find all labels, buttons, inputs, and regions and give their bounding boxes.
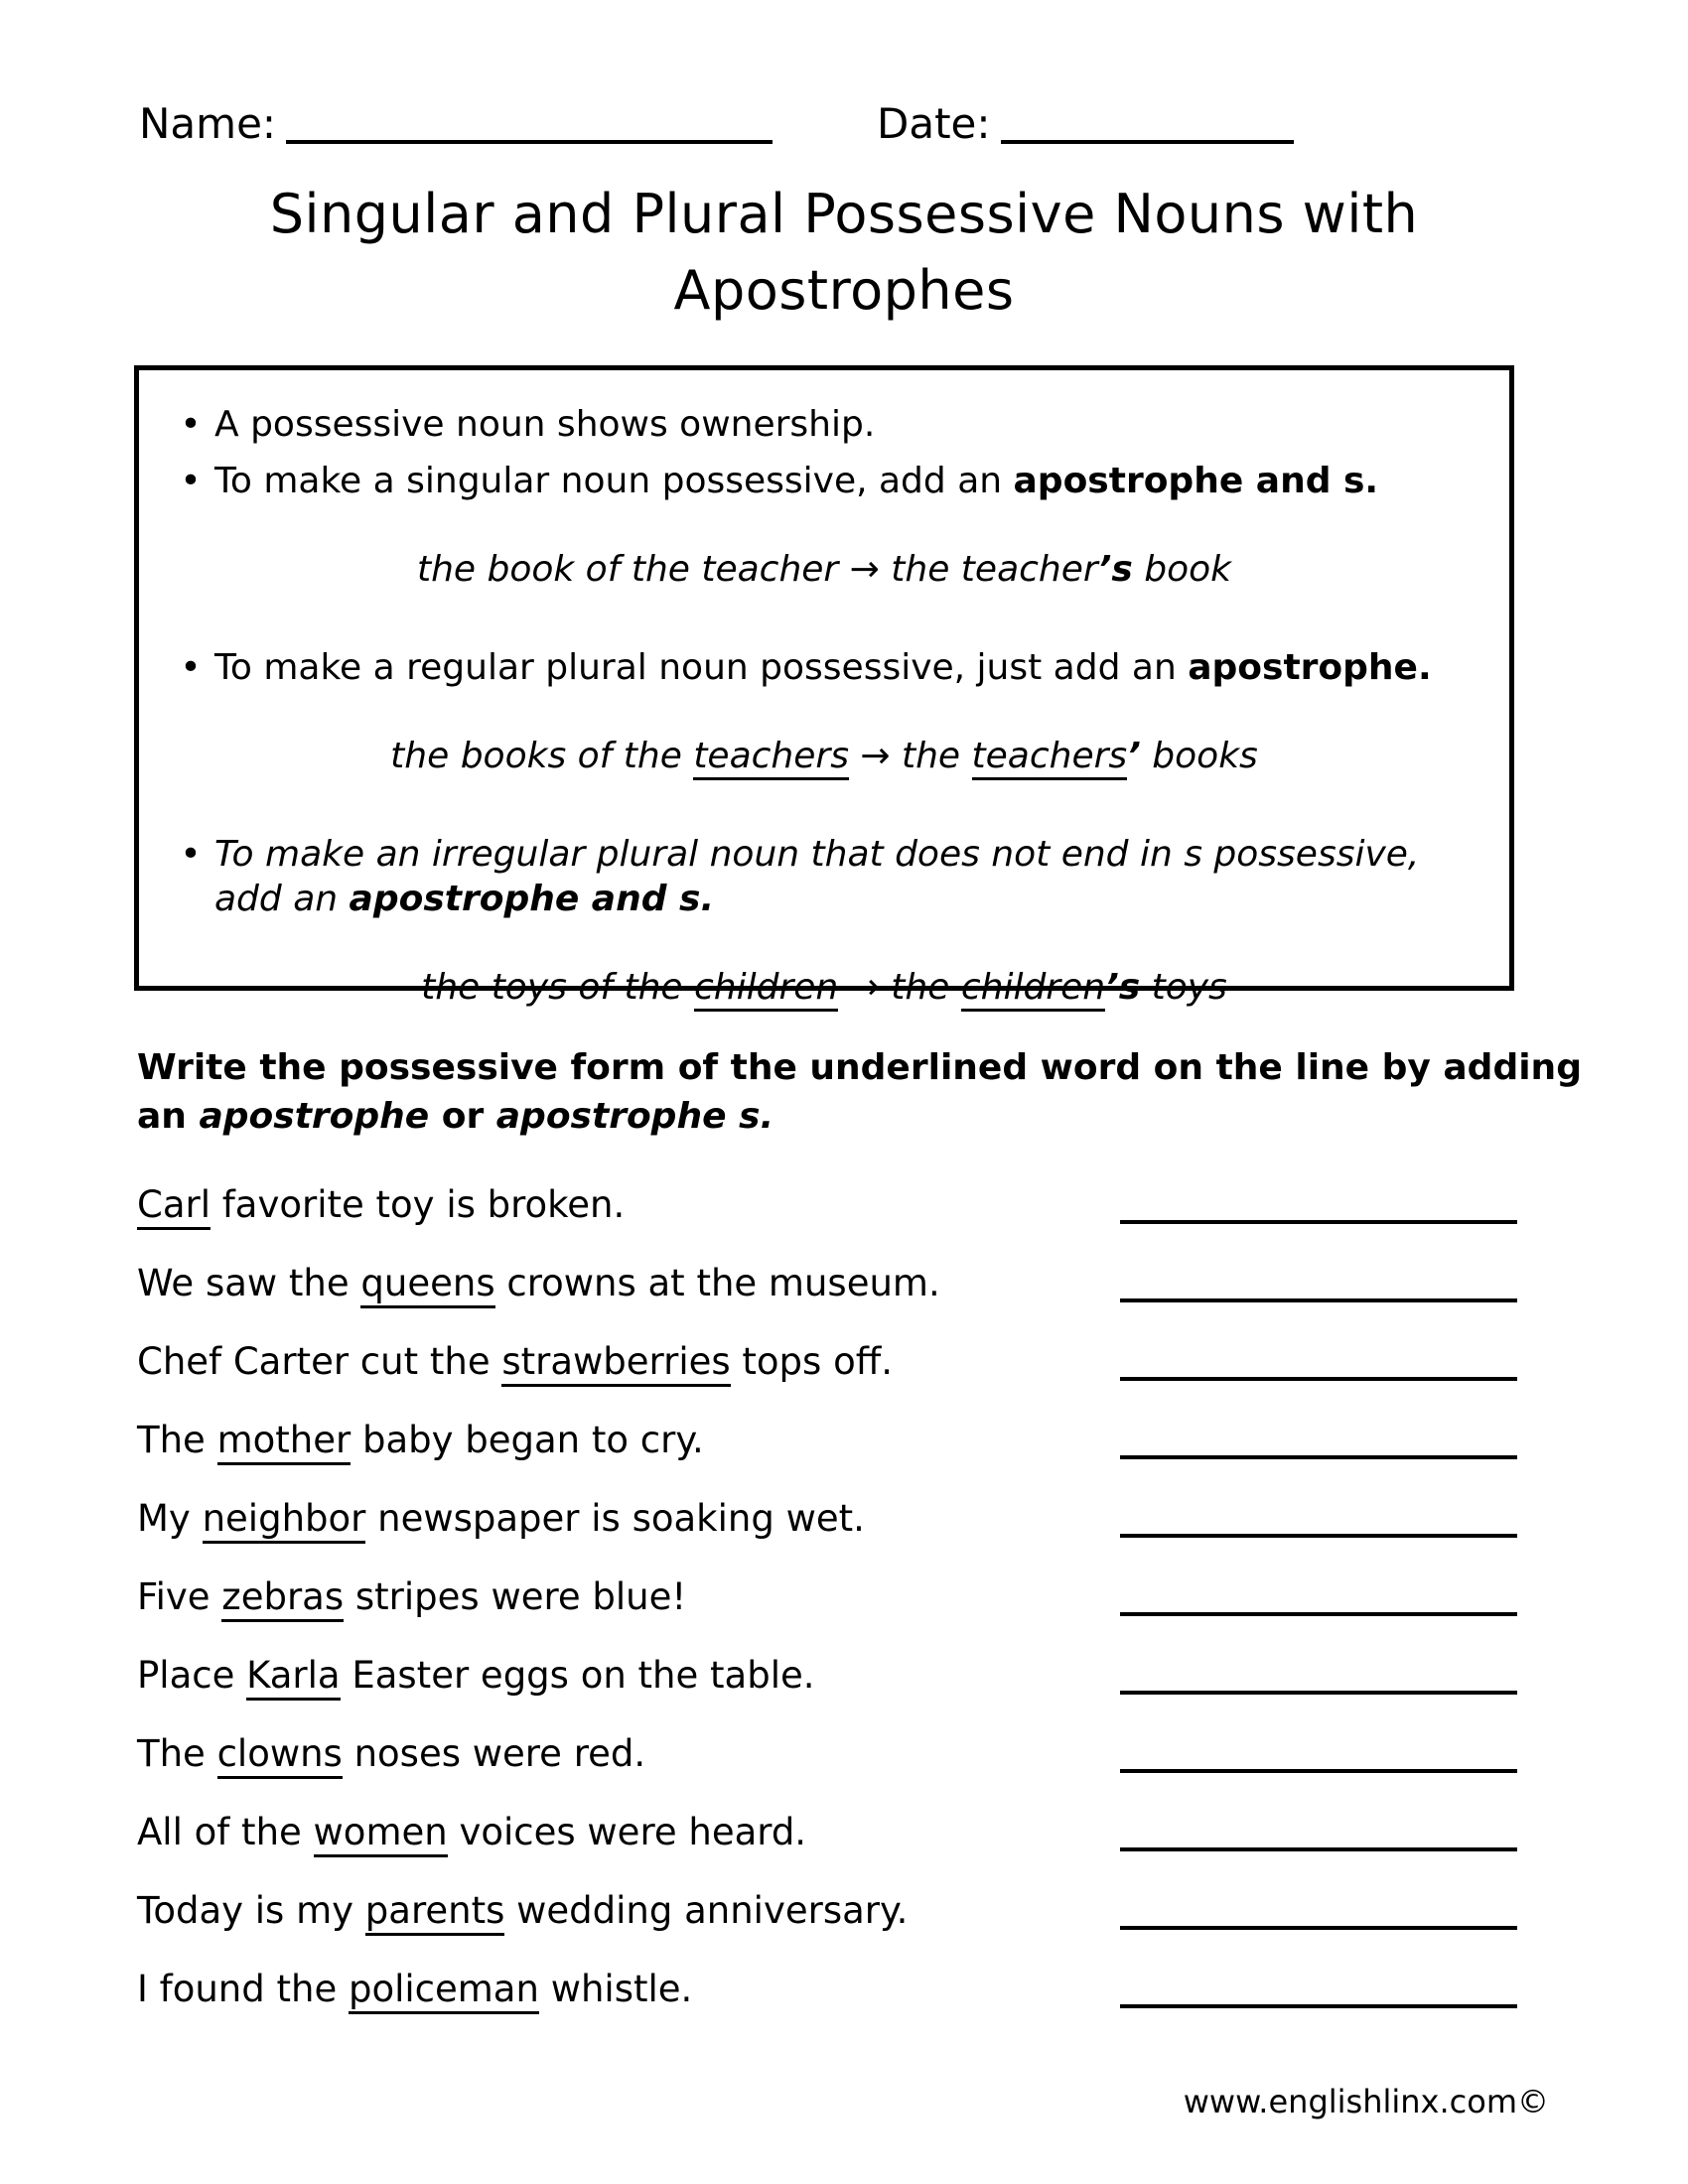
text-run: whistle.	[538, 1968, 693, 2010]
rule-example	[167, 965, 1481, 1010]
text-run: ’	[1127, 736, 1141, 776]
underlined-word: teachers	[693, 736, 849, 780]
exercise-sentence	[137, 1183, 625, 1226]
text-run: wedding anniversary.	[504, 1889, 909, 1932]
text-run: newspaper is soaking wet.	[365, 1497, 865, 1540]
text-run: apostrophe s.	[495, 1095, 774, 1137]
underlined-word: children	[961, 967, 1105, 1012]
answer-blank-line	[1120, 1534, 1517, 1538]
exercise-sentence	[137, 1889, 908, 1932]
answer-blank-line	[1120, 1691, 1517, 1695]
exercise-row	[137, 1632, 1517, 1710]
text-run: apostrophe	[199, 1095, 430, 1137]
exercise-row	[137, 1867, 1517, 1946]
text-run: the toys of the	[421, 967, 695, 1008]
exercise-sentence	[137, 1262, 940, 1304]
text-run: → the	[848, 736, 972, 776]
answer-blank-line	[1120, 1769, 1517, 1773]
exercise-row	[137, 1318, 1517, 1397]
text-run: The	[137, 1732, 217, 1775]
exercise-sentence	[137, 1575, 686, 1618]
text-run: Write the possessive form of the underlined word on the line by adding an	[137, 1047, 1582, 1137]
page-title-line2: Apostrophes	[673, 258, 1015, 322]
text-run: I found the	[137, 1968, 349, 2010]
exercise-sentence	[137, 1732, 645, 1775]
rule-text	[214, 402, 1481, 447]
bullet-icon: •	[180, 647, 202, 688]
text-run: The	[137, 1419, 217, 1461]
underlined-word: zebras	[221, 1575, 344, 1622]
text-run: the book of the teacher → the teacher	[416, 549, 1098, 590]
text-run: stripes were blue!	[344, 1575, 687, 1618]
text-run: or	[429, 1095, 496, 1137]
name-label: Name:	[139, 99, 277, 148]
rule-bullet	[167, 645, 1481, 690]
rule-text	[214, 645, 1481, 690]
rules-content	[139, 370, 1509, 1010]
name-blank-line	[286, 110, 773, 144]
text-run: apostrophe and s.	[349, 879, 715, 919]
answer-blank-line	[1120, 1847, 1517, 1851]
text-run: Today is my	[137, 1889, 365, 1932]
text-run: Place	[137, 1654, 247, 1697]
answer-blank-line	[1120, 1220, 1517, 1224]
exercise-sentence	[137, 1968, 692, 2010]
rule-example	[167, 734, 1481, 778]
underlined-word: teachers	[972, 736, 1128, 780]
underlined-word: parents	[365, 1889, 505, 1936]
text-run: favorite toy is broken.	[211, 1183, 626, 1226]
exercise-row	[137, 1789, 1517, 1867]
text-run: apostrophe.	[1188, 647, 1432, 688]
rule-example	[167, 547, 1481, 592]
bullet-icon: •	[180, 834, 202, 875]
underlined-word: strawberries	[501, 1340, 730, 1387]
rules-box	[134, 365, 1514, 1008]
answer-blank-line	[1120, 1455, 1517, 1459]
text-run: We saw the	[137, 1262, 361, 1304]
exercise-row	[137, 1397, 1517, 1475]
name-field-group	[139, 99, 773, 148]
date-blank-line	[1001, 110, 1294, 144]
exercise-sentence	[137, 1497, 865, 1540]
date-field-group	[877, 99, 1294, 148]
exercise-row	[137, 1554, 1517, 1632]
text-run: To make an irregular plural noun that does not end in s possessive, add an	[214, 834, 1420, 919]
text-run: To make a regular plural noun possessive, just add an	[214, 647, 1189, 688]
text-run: baby began to cry.	[351, 1419, 704, 1461]
answer-blank-line	[1120, 1926, 1517, 1930]
underlined-word: neighbor	[203, 1497, 366, 1544]
text-run: crowns at the museum.	[494, 1262, 940, 1304]
rule-bullet	[167, 459, 1481, 503]
answer-blank-line	[1120, 1298, 1517, 1302]
underlined-word: children	[694, 967, 838, 1012]
text-run: A possessive noun shows ownership.	[214, 404, 876, 445]
exercise-row	[137, 1946, 1517, 2024]
text-run: toys	[1140, 967, 1227, 1008]
text-run: apostrophe and s.	[1013, 461, 1379, 501]
answer-blank-line	[1120, 1612, 1517, 1616]
underlined-word: Carl	[137, 1183, 211, 1230]
instructions	[137, 1044, 1597, 1141]
exercise-row	[137, 1161, 1517, 1240]
rule-text	[214, 832, 1481, 921]
exercise-sentence	[137, 1811, 806, 1853]
text-run: My	[137, 1497, 203, 1540]
text-run: book	[1132, 549, 1232, 590]
text-run: books	[1140, 736, 1258, 776]
text-run: ’s	[1097, 549, 1133, 590]
answer-blank-line	[1120, 1377, 1517, 1381]
exercise-row	[137, 1710, 1517, 1789]
page-title	[0, 177, 1688, 329]
exercise-row	[137, 1475, 1517, 1554]
text-run: To make a singular noun possessive, add an	[214, 461, 1014, 501]
underlined-word: Karla	[246, 1654, 340, 1701]
answer-blank-line	[1120, 2004, 1517, 2008]
footer-site-credit: www.englishlinx.com©	[1183, 2083, 1549, 2120]
text-run: noses were red.	[342, 1732, 646, 1775]
rule-text	[214, 459, 1481, 503]
exercise-sentence	[137, 1654, 815, 1697]
rule-bullet	[167, 402, 1481, 447]
date-label: Date:	[877, 99, 991, 148]
text-run: tops off.	[730, 1340, 893, 1383]
underlined-word: policeman	[349, 1968, 539, 2014]
text-run: All of the	[137, 1811, 314, 1853]
text-run: ’s	[1105, 967, 1141, 1008]
underlined-word: queens	[360, 1262, 494, 1308]
bullet-icon: •	[180, 461, 202, 501]
page-title-line1: Singular and Plural Possessive Nouns with	[269, 183, 1419, 245]
bullet-icon: •	[180, 404, 202, 445]
exercise-sentence	[137, 1419, 704, 1461]
text-run: → the	[838, 967, 961, 1008]
text-run: Five	[137, 1575, 222, 1618]
text-run: Easter eggs on the table.	[340, 1654, 815, 1697]
text-run: the books of the	[390, 736, 694, 776]
exercise-row	[137, 1240, 1517, 1318]
underlined-word: clowns	[217, 1732, 343, 1779]
text-run: Chef Carter cut the	[137, 1340, 502, 1383]
rule-bullet	[167, 832, 1481, 921]
underlined-word: mother	[217, 1419, 352, 1465]
exercise-list	[137, 1161, 1517, 2024]
underlined-word: women	[314, 1811, 448, 1857]
text-run: voices were heard.	[447, 1811, 807, 1853]
exercise-sentence	[137, 1340, 893, 1383]
